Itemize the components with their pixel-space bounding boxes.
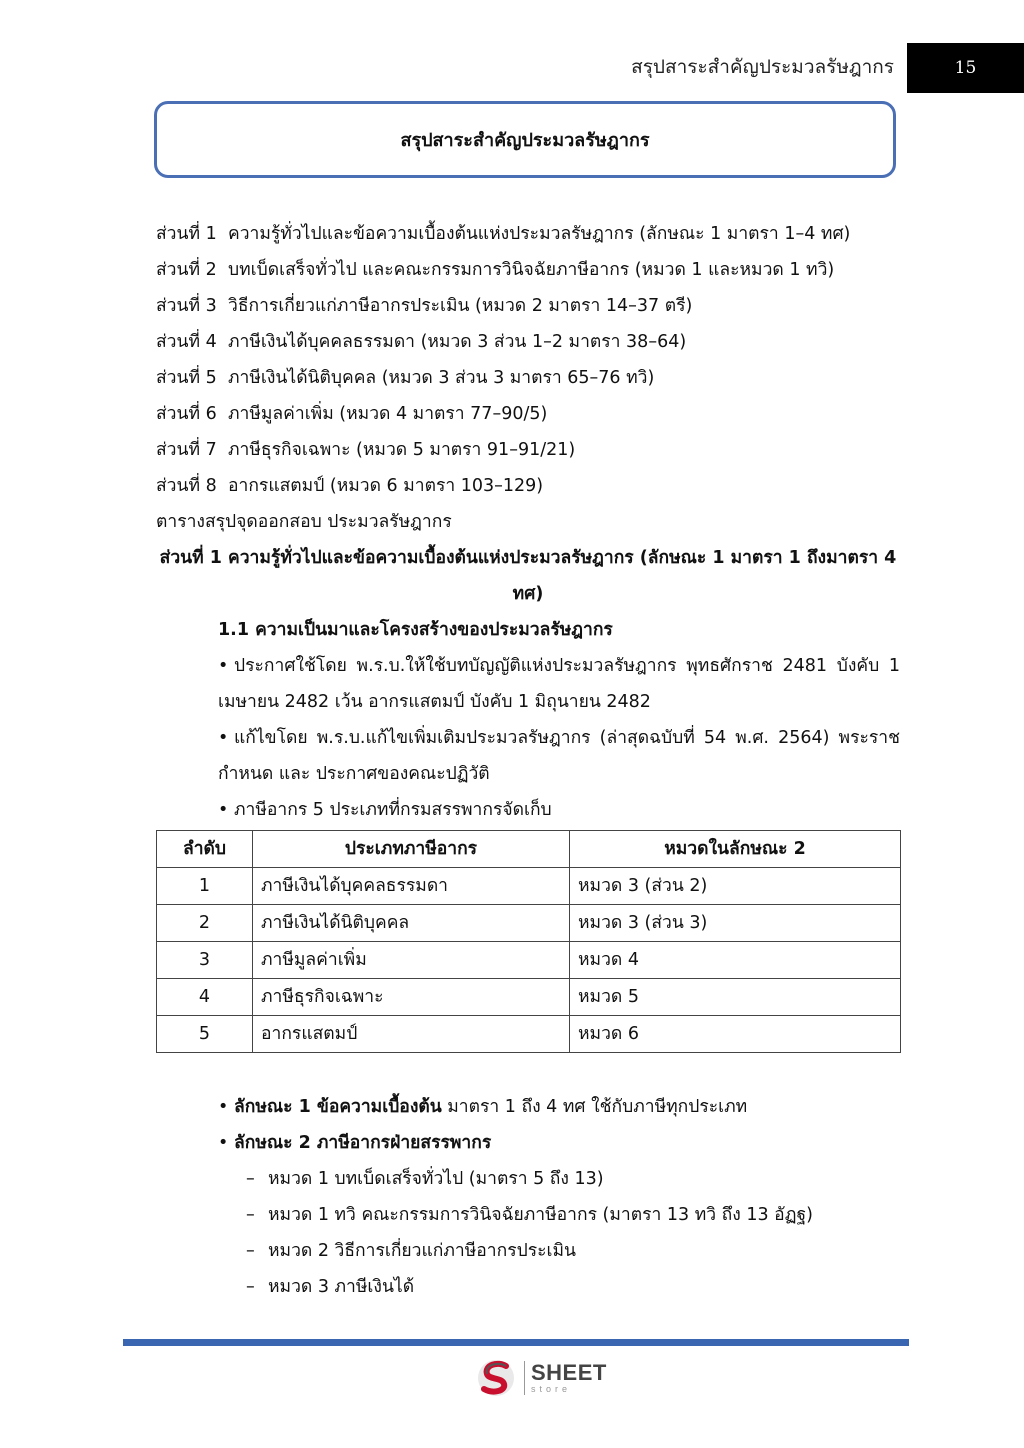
lakshana-item (156, 1089, 900, 1125)
bullet-symbol: • (218, 800, 229, 820)
bullet-text: แก้ไขโดย พ.ร.บ.แก้ไขเพิ่มเติมประมวลรัษฎากร (ล่าสุดฉบับที่ 54 พ.ศ. 2564) พระราชกำหนด และ ประกาศของคณะปฏิวัติ (218, 728, 900, 784)
running-header-title: สรุปสาระสำคัญประมวลรัษฎากร (631, 56, 894, 78)
table-cell: ภาษีมูลค่าเพิ่ม (253, 942, 570, 979)
part1-heading-line2: ทศ) (512, 584, 544, 604)
section-label: ส่วนที่ 1 (156, 224, 217, 244)
bullet-item (156, 792, 900, 828)
section-label: ส่วนที่ 6 (156, 404, 217, 424)
page-number-box (907, 43, 1024, 93)
logo-text (531, 1362, 607, 1394)
document-title-box (154, 101, 896, 178)
bullet-symbol: • (218, 1133, 229, 1153)
dash-item (156, 1161, 900, 1197)
table-header-cell: ประเภทภาษีอากร (253, 831, 570, 868)
section-text: อากรแสตมป์ (หมวด 6 มาตรา 103–129) (228, 476, 544, 496)
table-header-cell: ลำดับ (157, 831, 253, 868)
section-label: ส่วนที่ 2 (156, 260, 217, 280)
section-label: ส่วนที่ 5 (156, 368, 217, 388)
table-cell: หมวด 5 (570, 979, 901, 1016)
dash-text: หมวด 3 ภาษีเงินได้ (268, 1277, 415, 1297)
table-intro: ตารางสรุปจุดออกสอบ ประมวลรัษฎากร (156, 512, 452, 532)
section-label: ส่วนที่ 4 (156, 332, 217, 352)
logo-separator (524, 1361, 525, 1395)
logo-s-icon (476, 1357, 520, 1399)
table-row (157, 942, 901, 979)
lakshana-bold: ลักษณะ 1 ข้อความเบื้องต้น (234, 1097, 442, 1117)
section-text: วิธีการเกี่ยวแก่ภาษีอากรประเมิน (หมวด 2 มาตรา 14–37 ตรี) (228, 296, 693, 316)
section-item (156, 360, 900, 396)
footer-bar (123, 1339, 909, 1346)
section-item (156, 288, 900, 324)
section-text: ความรู้ทั่วไปและข้อความเบื้องต้นแห่งประมวลรัษฎากร (ลักษณะ 1 มาตรา 1–4 ทศ) (228, 224, 851, 244)
bullet-text: ประกาศใช้โดย พ.ร.บ.ให้ใช้บทบัญญัติแห่งประมวลรัษฎากร พุทธศักราช 2481 บังคับ 1 เมษายน 2482 เว้น อากรแสตมป์ บังคับ 1 มิถุนายน 2482 (218, 656, 900, 712)
table-cell: หมวด 3 (ส่วน 2) (570, 868, 901, 905)
section-text: ภาษีเงินได้บุคคลธรรมดา (หมวด 3 ส่วน 1–2 มาตรา 38–64) (228, 332, 687, 352)
dash-text: หมวด 2 วิธีการเกี่ยวแก่ภาษีอากรประเมิน (268, 1241, 577, 1261)
dash-text: หมวด 1 บทเบ็ดเสร็จทั่วไป (มาตรา 5 ถึง 13) (268, 1169, 604, 1189)
table-cell: 4 (157, 979, 253, 1016)
table-cell: หมวด 3 (ส่วน 3) (570, 905, 901, 942)
table-header-cell: หมวดในลักษณะ 2 (570, 831, 901, 868)
table-row (157, 979, 901, 1016)
section-item (156, 216, 900, 252)
section-list (156, 216, 900, 504)
page-number: 15 (954, 58, 977, 78)
table-cell: ภาษีธุรกิจเฉพาะ (253, 979, 570, 1016)
dash-symbol: – (246, 1241, 255, 1261)
table-cell: ภาษีเงินได้นิติบุคคล (253, 905, 570, 942)
section-text: บทเบ็ดเสร็จทั่วไป และคณะกรรมการวินิจฉัยภาษีอากร (หมวด 1 และหมวด 1 ทวิ) (228, 260, 835, 280)
sheet-store-logo (476, 1357, 607, 1399)
table-cell: 1 (157, 868, 253, 905)
section-item (156, 324, 900, 360)
lakshana-bold: ลักษณะ 2 ภาษีอากรฝ่ายสรรพากร (234, 1133, 492, 1153)
dash-symbol: – (246, 1277, 255, 1297)
table-cell: 3 (157, 942, 253, 979)
table-cell: 2 (157, 905, 253, 942)
table-cell: หมวด 6 (570, 1016, 901, 1053)
dash-symbol: – (246, 1169, 255, 1189)
document-title: สรุปสาระสำคัญประมวลรัษฎากร (400, 130, 650, 151)
part1-heading-line1: ส่วนที่ 1 ความรู้ทั่วไปและข้อความเบื้องต้นแห่งประมวลรัษฎากร (ลักษณะ 1 มาตรา 1 ถึงมาตรา 4 (159, 548, 897, 568)
section-label: ส่วนที่ 7 (156, 440, 217, 460)
table-cell: อากรแสตมป์ (253, 1016, 570, 1053)
section-text: ภาษีธุรกิจเฉพาะ (หมวด 5 มาตรา 91–91/21) (228, 440, 576, 460)
subheading: 1.1 ความเป็นมาและโครงสร้างของประมวลรัษฎากร (218, 620, 613, 640)
table-header-row (157, 831, 901, 868)
bullet-symbol: • (218, 656, 229, 676)
section-label: ส่วนที่ 3 (156, 296, 217, 316)
dash-item (156, 1269, 900, 1305)
table-cell: หมวด 4 (570, 942, 901, 979)
bullet-symbol: • (218, 728, 229, 748)
table-row (157, 868, 901, 905)
section-item (156, 252, 900, 288)
lakshana-item (156, 1125, 900, 1161)
table-row (157, 905, 901, 942)
dash-symbol: – (246, 1205, 255, 1225)
bullet-text: ภาษีอากร 5 ประเภทที่กรมสรรพากรจัดเก็บ (234, 800, 552, 820)
section-item (156, 468, 900, 504)
main-content (156, 216, 900, 1305)
lakshana-list (156, 1089, 900, 1305)
tax-table (156, 830, 901, 1053)
dash-text: หมวด 1 ทวิ คณะกรรมการวินิจฉัยภาษีอากร (มาตรา 13 ทวิ ถึง 13 อัฏฐ) (268, 1205, 813, 1225)
section-text: ภาษีมูลค่าเพิ่ม (หมวด 4 มาตรา 77–90/5) (228, 404, 548, 424)
section-text: ภาษีเงินได้นิติบุคคล (หมวด 3 ส่วน 3 มาตรา 65–76 ทวิ) (228, 368, 655, 388)
logo-sub: store (531, 1384, 572, 1394)
logo-word: SHEET (531, 1360, 607, 1385)
table-cell: 5 (157, 1016, 253, 1053)
lakshana-rest: มาตรา 1 ถึง 4 ทศ ใช้กับภาษีทุกประเภท (441, 1097, 748, 1117)
section-item (156, 396, 900, 432)
dash-item (156, 1233, 900, 1269)
section-label: ส่วนที่ 8 (156, 476, 217, 496)
bullet-item (156, 648, 900, 720)
section-item (156, 432, 900, 468)
table-row (157, 1016, 901, 1053)
bullet-item (156, 720, 900, 792)
table-cell: ภาษีเงินได้บุคคลธรรมดา (253, 868, 570, 905)
dash-item (156, 1197, 900, 1233)
bullet-symbol: • (218, 1097, 229, 1117)
